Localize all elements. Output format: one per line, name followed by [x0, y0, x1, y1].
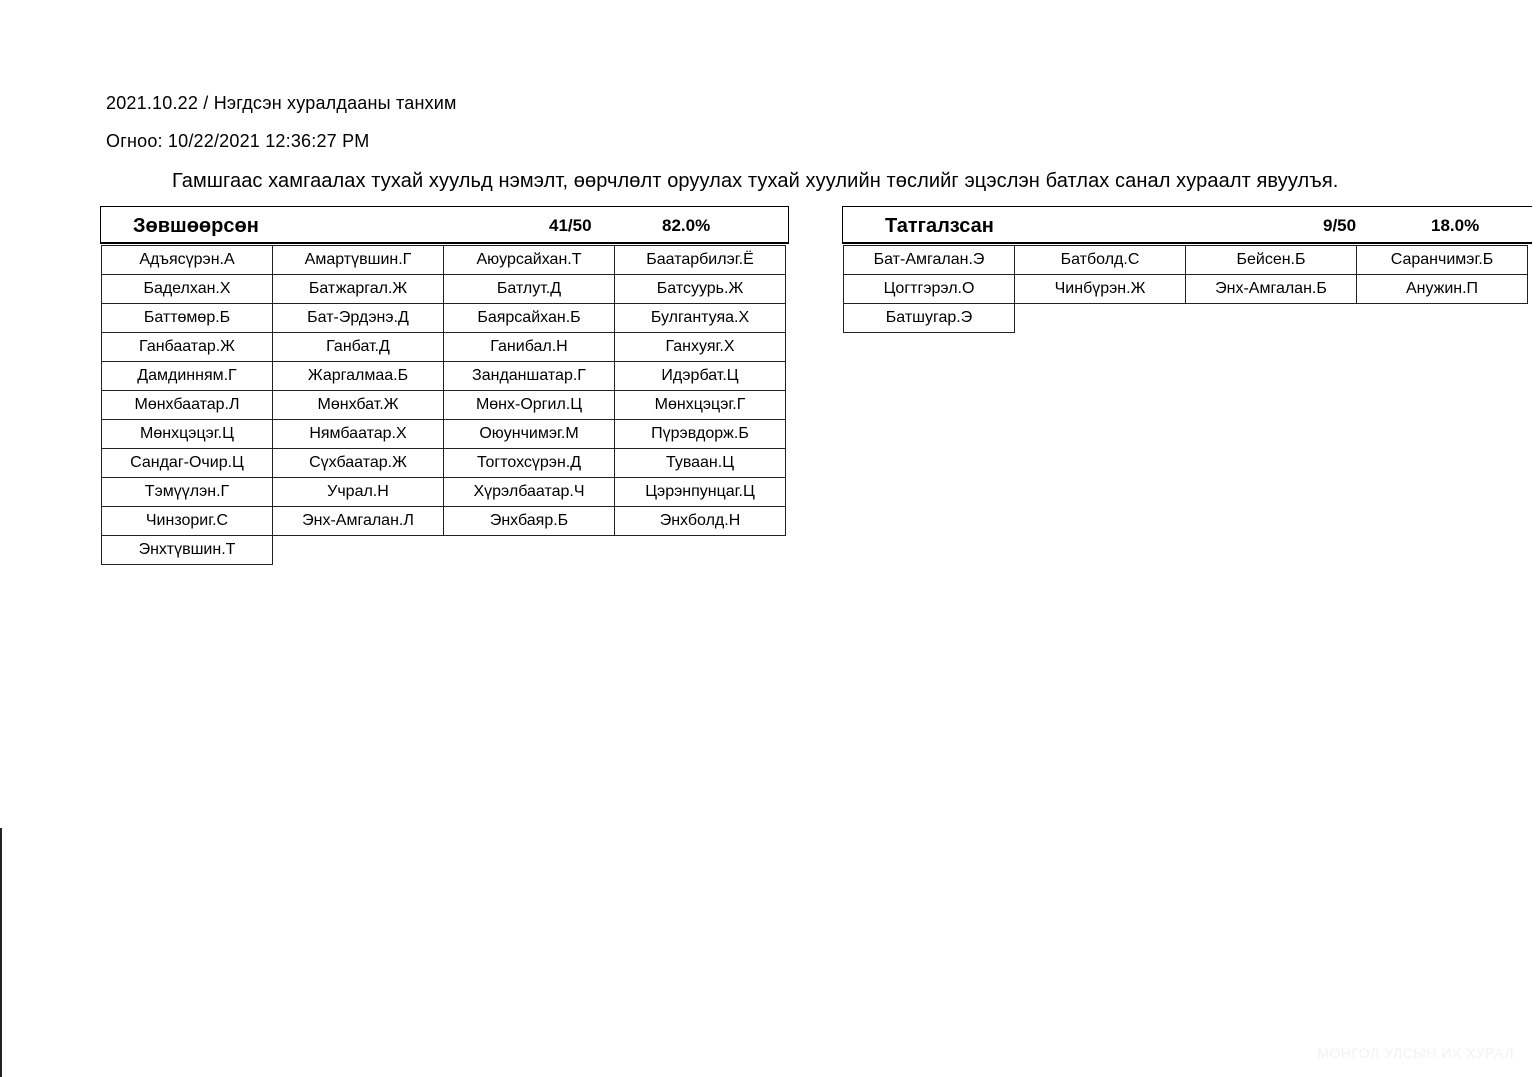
approve-name-cell: Мөнх-Оргил.Ц	[443, 390, 615, 420]
approve-name-cell: Мөнхбаатар.Л	[101, 390, 273, 420]
approve-percent: 82.0%	[662, 216, 711, 235]
reject-header	[842, 206, 1532, 244]
approve-name-cell: Батлут.Д	[443, 274, 615, 304]
approve-name-cell: Туваан.Ц	[614, 448, 786, 478]
approve-name-cell: Амартүвшин.Г	[272, 245, 444, 275]
vote-subject: Гамшгаас хамгаалах тухай хуульд нэмэлт, өөрчлөлт оруулах тухай хуулийн төслийг эцэслэн батлах санал хураалт явуулъя.	[172, 170, 1339, 192]
approve-name-cell: Энхтүвшин.Т	[101, 535, 273, 565]
approve-name-cell: Батжаргал.Ж	[272, 274, 444, 304]
approve-name-cell: Занданшатар.Г	[443, 361, 615, 391]
approve-name-cell: Баярсайхан.Б	[443, 303, 615, 333]
approve-name-grid	[101, 245, 789, 564]
reject-percent: 18.0%	[1431, 216, 1480, 235]
reject-name-cell: Саранчимэг.Б	[1356, 245, 1528, 275]
approve-name-cell: Нямбаатар.Х	[272, 419, 444, 449]
approve-name-cell: Тэмүүлэн.Г	[101, 477, 273, 507]
approve-name-cell: Ганхуяг.Х	[614, 332, 786, 362]
approve-name-cell: Тогтохсүрэн.Д	[443, 448, 615, 478]
approve-name-cell: Сандаг-Очир.Ц	[101, 448, 273, 478]
reject-name-cell: Батболд.С	[1014, 245, 1186, 275]
approve-name-cell: Цэрэнпунцаг.Ц	[614, 477, 786, 507]
reject-name-cell: Цогтгэрэл.О	[843, 274, 1015, 304]
approve-name-cell: Адъясүрэн.А	[101, 245, 273, 275]
reject-vote-group	[842, 206, 1532, 332]
approve-title: Зөвшөөрсөн	[133, 215, 259, 237]
session-line: 2021.10.22 / Нэгдсэн хуралдааны танхим	[106, 93, 457, 113]
approve-name-cell: Хүрэлбаатар.Ч	[443, 477, 615, 507]
approve-name-cell: Энхбаяр.Б	[443, 506, 615, 536]
approve-name-cell: Баатарбилэг.Ё	[614, 245, 786, 275]
approve-name-cell: Идэрбат.Ц	[614, 361, 786, 391]
approve-name-cell: Батсуурь.Ж	[614, 274, 786, 304]
approve-name-cell: Сүхбаатар.Ж	[272, 448, 444, 478]
reject-name-cell: Бат-Амгалан.Э	[843, 245, 1015, 275]
approve-name-cell: Учрал.Н	[272, 477, 444, 507]
approve-name-cell: Ганбат.Д	[272, 332, 444, 362]
approve-name-cell: Энхболд.Н	[614, 506, 786, 536]
approve-name-cell: Чинзориг.С	[101, 506, 273, 536]
approve-name-cell: Жаргалмаа.Б	[272, 361, 444, 391]
reject-title: Татгалзсан	[885, 215, 994, 237]
parliament-watermark: МОНГОЛ УЛСЫН ИХ ХУРАЛ	[1317, 1045, 1514, 1061]
approve-name-cell: Аюурсайхан.Т	[443, 245, 615, 275]
approve-name-cell: Ганбаатар.Ж	[101, 332, 273, 362]
approve-header	[100, 206, 789, 244]
approve-name-cell: Баттөмөр.Б	[101, 303, 273, 333]
reject-name-grid	[843, 245, 1532, 332]
approve-name-cell: Баделхан.Х	[101, 274, 273, 304]
reject-name-cell: Чинбүрэн.Ж	[1014, 274, 1186, 304]
approve-name-cell: Мөнхбат.Ж	[272, 390, 444, 420]
scan-edge-line	[0, 828, 2, 1077]
approve-name-cell: Бат-Эрдэнэ.Д	[272, 303, 444, 333]
reject-name-cell: Батшугар.Э	[843, 303, 1015, 333]
approve-name-cell: Мөнхцэцэг.Ц	[101, 419, 273, 449]
approve-name-cell: Ганибал.Н	[443, 332, 615, 362]
reject-name-cell: Энх-Амгалан.Б	[1185, 274, 1357, 304]
approve-name-cell: Булгантуяа.Х	[614, 303, 786, 333]
approve-name-cell: Пүрэвдорж.Б	[614, 419, 786, 449]
approve-name-cell: Мөнхцэцэг.Г	[614, 390, 786, 420]
reject-name-cell: Анужин.П	[1356, 274, 1528, 304]
vote-date-line: Огноо: 10/22/2021 12:36:27 PM	[106, 131, 370, 151]
approve-name-cell: Оюунчимэг.М	[443, 419, 615, 449]
approve-name-cell: Дамдинням.Г	[101, 361, 273, 391]
approve-count: 41/50	[549, 216, 592, 235]
reject-name-cell: Бейсен.Б	[1185, 245, 1357, 275]
approve-vote-group	[100, 206, 789, 564]
approve-name-cell: Энх-Амгалан.Л	[272, 506, 444, 536]
reject-count: 9/50	[1323, 216, 1357, 235]
